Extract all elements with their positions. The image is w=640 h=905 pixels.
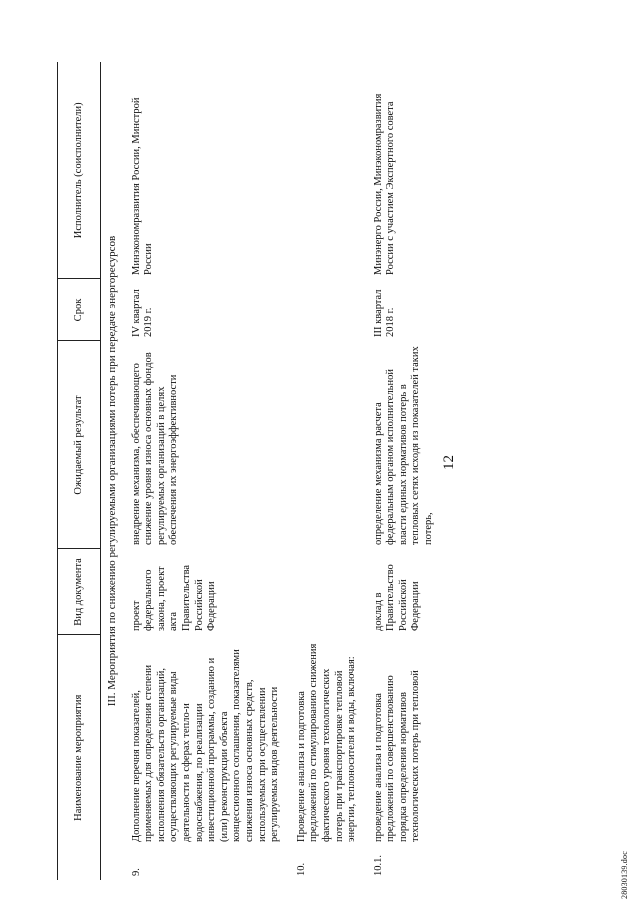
cell-term <box>290 279 367 341</box>
row-name: проведение анализа и подготовка предложений по совершенствованию порядка определения нормативов технологических потерь при тепловой <box>372 670 422 842</box>
header-term: Срок <box>58 279 101 341</box>
cell-name <box>290 635 367 880</box>
table-row <box>367 62 444 880</box>
page-number: 12 <box>441 455 457 470</box>
cell-kind <box>290 549 367 635</box>
document-code: 28030139.doc <box>620 851 629 899</box>
section-title: III. Мероприятия по снижению регулируемыми организациями потерь при передаче энергоресурсов <box>106 235 118 707</box>
cell-result <box>290 341 367 549</box>
header-kind: Вид документа <box>58 549 101 635</box>
cell-result: определение механизма расчета федеральным органом исполнительной власти единых нормативов потерь в тепловых сетях исходя из показателей таких потерь, <box>372 346 435 545</box>
cell-name <box>125 635 290 880</box>
cell-executor: Минэнерго России, Минэкономразвития России с участием Экспертного совета <box>372 93 397 275</box>
cell-kind: проект федерального закона, проект акта Правительства Российской Федерации <box>130 564 218 631</box>
table-header-row <box>58 62 101 880</box>
row-name: Проведение анализа и подготовка предложений по стимулированию снижения фактического уровня технологических потерь при транспортировке тепловой энергии, теплоносителя и воды, включая: <box>295 643 358 842</box>
row-number: 9. <box>130 868 142 876</box>
section-row <box>101 62 125 880</box>
cell-name <box>367 635 444 880</box>
row-number: 10.1. <box>372 855 384 876</box>
table-row <box>290 62 367 880</box>
cell-term: III квартал 2018 г. <box>372 289 397 337</box>
header-name: Наименование мероприятия <box>58 635 101 880</box>
header-executor: Исполнитель (соисполнители) <box>58 62 101 279</box>
row-number: 10. <box>295 862 307 876</box>
row-name: Дополнение перечня показателей, применяемых для определения степени исполнения обязательств организаций, осуществляющих регулируемые виды деятельности в сферах тепло-и водоснабжения, по реализации инвестиционной программы, созданию и (или) реконструкции объекта концессионного соглашения, показателями снижения износа основных средств, используемых при осуществлении регулируемых видов деятельности <box>130 649 281 842</box>
cell-term: IV квартал 2019 г. <box>130 289 155 337</box>
cell-executor <box>290 62 367 279</box>
cell-executor: Минэкономразвития России, Минстрой России <box>130 97 155 275</box>
measures-table <box>57 62 444 880</box>
table-row <box>125 62 290 880</box>
header-result: Ожидаемый результат <box>58 341 101 549</box>
cell-kind: доклад в Правительство Российской Федерации <box>372 564 422 631</box>
cell-result: внедрение механизма, обеспечивающего снижение уровня износа основных фондов регулируемых организаций в целях обеспечения их энергоэффективности <box>130 352 180 545</box>
